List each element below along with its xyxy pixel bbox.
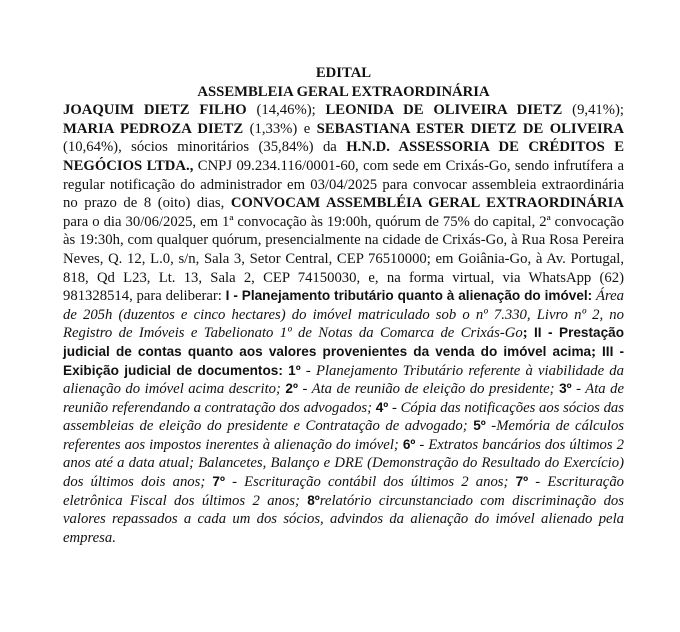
document-description: relatório circunstanciado com discriminação dos valores repassados a cada um dos sócios, advindos da alienação do imóvel alienado pela empresa.	[63, 492, 624, 546]
separator: ;	[522, 325, 534, 342]
document-description: - Escrituração eletrônica Fiscal dos últimos 2 anos;	[63, 474, 625, 509]
document-description: - Planejamento Tributário referente à viabilidade da alienação do imóvel acima descrito;	[63, 362, 624, 398]
notice-title: EDITAL	[315, 65, 372, 81]
document-description: -Memória de cálculos referentes aos impostos inerentes à alienação do imóvel;	[63, 418, 625, 453]
document-number: 7º	[515, 474, 529, 490]
document-number: 8º	[307, 492, 320, 508]
document-number: 3º	[559, 381, 572, 397]
separator: ;	[591, 343, 603, 360]
document-description: - Ata de reunião de eleição do presidente;	[297, 381, 560, 398]
partner-share: (9,41%);	[562, 102, 624, 119]
document-number: 6º	[402, 436, 416, 452]
company-name: H.N.D. ASSESSORIA DE CRÉDITOS E NEGÓCIOS LTDA.,	[63, 139, 624, 174]
document-number: 1º	[282, 362, 301, 378]
document-description: - Cópia das notificações aos sócios das assembleias de eleição do presidente e Contratação de advogado;	[63, 399, 624, 435]
notice-body	[63, 101, 624, 547]
notice-subtitle: ASSEMBLEIA GERAL EXTRAORDINÁRIA	[197, 83, 490, 100]
document-description: - Ata de reunião referendando a contratação dos advogados;	[63, 381, 625, 416]
document-number: 5º	[473, 418, 486, 434]
agenda-item-3-title: III - Exibição judicial de documentos:	[63, 343, 624, 378]
partner-name: MARIA PEDROZA DIETZ	[63, 120, 244, 137]
convocation-heading: CONVOCAM ASSEMBLÉIA GERAL EXTRAORDINÁRIA	[230, 195, 624, 212]
partner-name: SEBASTIANA ESTER DIETZ DE OLIVEIRA	[316, 120, 624, 137]
agenda-item-1-title: I - Planejamento tributário quanto à alienação do imóvel:	[225, 288, 593, 304]
partner-name: LEONIDA DE OLIVEIRA DIETZ	[325, 102, 563, 119]
agenda-item-1-text: Área de 205h (duzentos e cinco hectares) do imóvel matriculado sob o nº 7.330, Livro nº 2, no Registro de Imóveis e Tabelionato 1º de Notas da Comarca de Crixás-Go	[63, 288, 624, 342]
agenda-item-2-title: II - Prestação judicial de contas quanto aos valores provenientes da venda do imóvel acima	[63, 325, 624, 359]
document-description: - Extratos bancários dos últimos 2 anos até a data atual; Balancetes, Balanço e DRE (Demonstração do Resultado do Exercício) dos últimos dois anos;	[63, 436, 624, 491]
partner-share: (10,64%), sócios minoritários (35,84%) da	[63, 139, 347, 156]
document-description: - Escrituração contábil dos últimos 2 anos;	[224, 474, 516, 491]
document-number: 2º	[285, 381, 298, 397]
edital-notice	[63, 64, 624, 547]
partner-name: JOAQUIM DIETZ FILHO	[63, 102, 247, 119]
company-details: CNPJ 09.234.116/0001-60, com sede em Crixás-Go, sendo infrutífera a regular notificação do administrador em 03/04/2025 para convocar assembleia extraordinária no prazo de 8 (oito) dias,	[63, 157, 624, 212]
document-number: 7º	[212, 474, 225, 490]
document-number: 4º	[375, 399, 389, 415]
partner-share: (14,46%);	[246, 102, 326, 119]
partner-share: (1,33%) e	[243, 120, 317, 137]
meeting-schedule: para o dia 30/06/2025, em 1ª convocação às 19:00h, quórum de 75% do capital, 2ª convocação às 19:30h, com qualquer quórum, presencialmente na cidade de Crixás-Go, à Rua Rosa Pereira Neves, Q. 12, L.0, s/n, Sala 3, Setor Central, CEP 76510000; em Goiânia-Go, à Av. Portugal, 818, Qd L23, Lt. 13, Sala 2, CEP 74150030, e, na forma virtual, via WhatsApp (62) 981328514, para deliberar:	[63, 213, 624, 305]
